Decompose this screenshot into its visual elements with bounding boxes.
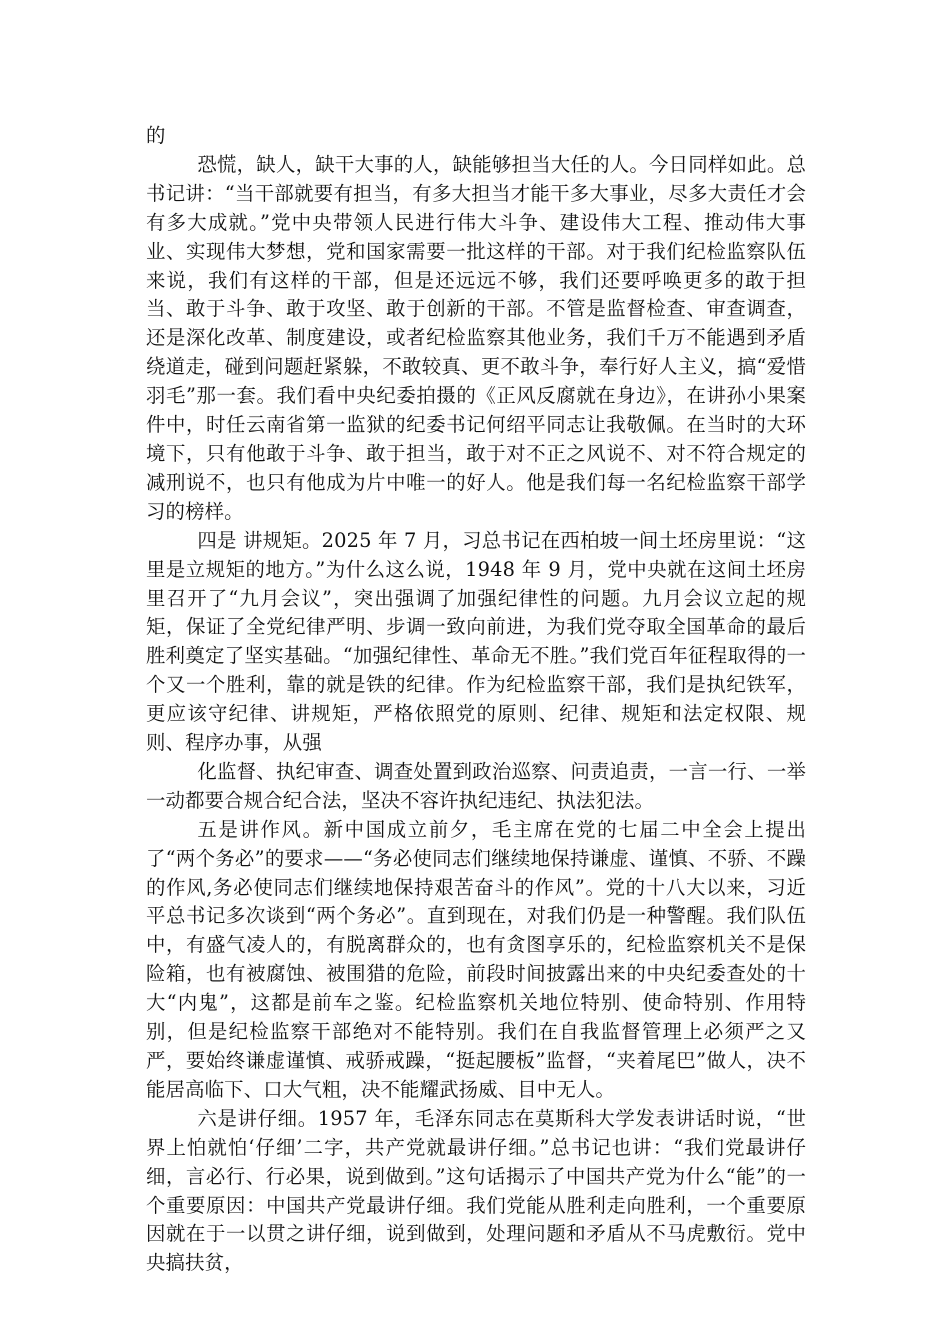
paragraph-courage: 恐慌，缺人，缺干大事的人，缺能够担当大任的人。今日同样如此。总书记讲：“当干部就要有担当，有多大担当才能干多大事业，尽多大责任才会有多大成就。”党中央带领人民进行伟大斗争、建设伟大工程、推动伟大事业、实现伟大梦想，党和国家需要一批这样的干部。对于我们纪检监察队伍来说，我们有这样的干部，但是还远远不够，我们还要呼唤更多的敢于担当、敢于斗争、敢于攻坚、敢于创新的干部。不管是监督检查、审查调查，还是深化改革、制度建设，或者纪检监察其他业务，我们千万不能遇到矛盾绕道走，碰到问题赶紧躲，不敢较真、更不敢斗争，奉行好人主义，搞“爱惜羽毛”那一套。我们看中央纪委拍摄的《正风反腐就在身边》，在讲孙小果案件中，时任云南省第一监狱的纪委书记何绍平同志让我敬佩。在当时的大环境下，只有他敢于斗争、敢于担当，敢于对不正之风说不、对不符合规定的减刑说不，也只有他成为片中唯一的好人。他是我们每一名纪检监察干部学习的榜样。 xyxy=(146,152,806,523)
paragraph-rules-continued: 化监督、执纪审查、调查处置到政治巡察、问责追责，一言一行、一举一动都要合规合纪合法，坚决不容许执纪违纪、执法犯法。 xyxy=(146,759,806,812)
paragraph-carefulness: 六是讲仔细。1957 年，毛泽东同志在莫斯科大学发表讲话时说，“世界上怕就怕‘仔细’二字，共产党就最讲仔细。”总书记也讲：“我们党最讲仔细，言必行、行必果，说到做到。”这句话揭示了中国共产党为什么“能”的一个重要原因：中国共产党最讲仔细。我们党能从胜利走向胜利，一个重要原因就在于一以贯之讲仔细，说到做到，处理问题和矛盾从不马虎敷衍。党中央搞扶贫， xyxy=(146,1106,806,1275)
document-body xyxy=(146,122,806,1278)
paragraph-rules: 四是 讲规矩。2025 年 7 月，习总书记在西柏坡一间土坯房里说：“这里是立规矩的地方。”为什么这么说，1948 年 9 月，党中央就在这间土坯房里召开了“九月会议”，突出强调了加强纪律性的问题。九月会议立起的规矩，保证了全党纪律严明、步调一致向前进，为我们党夺取全国革命的最后胜利奠定了坚实基础。“加强纪律性、革命无不胜。”我们党百年征程取得的一个又一个胜利，靠的就是铁的纪律。作为纪检监察干部，我们是执纪铁军，更应该守纪律、讲规矩，严格依照党的原则、纪律、规矩和法定权限、规则、程序办事，从强 xyxy=(146,528,806,755)
paragraph-fragment: 的 xyxy=(146,124,166,147)
paragraph-style: 五是讲作风。新中国成立前夕，毛主席在党的七届二中全会上提出了“两个务必”的要求——“务必使同志们继续地保持谦虚、谨慎、不骄、不躁的作风,务必使同志们继续地保持艰苦奋斗的作风”。党的十八大以来，习近平总书记多次谈到“两个务必”。直到现在，对我们仍是一种警醒。我们队伍中，有盛气凌人的，有脱离群众的，也有贪图享乐的，纪检监察机关不是保险箱，也有被腐蚀、被围猎的危险，前段时间披露出来的中央纪委查处的十大“内鬼”，这都是前车之鉴。纪检监察机关地位特别、使命特别、作用特别，但是纪检监察干部绝对不能特别。我们在自我监督管理上必须严之又严，要始终谦虚谨慎、戒骄戒躁，“挺起腰板”监督，“夹着尾巴”做人，决不能居高临下、口大气粗，决不能耀武扬威、目中无人。 xyxy=(146,817,806,1101)
